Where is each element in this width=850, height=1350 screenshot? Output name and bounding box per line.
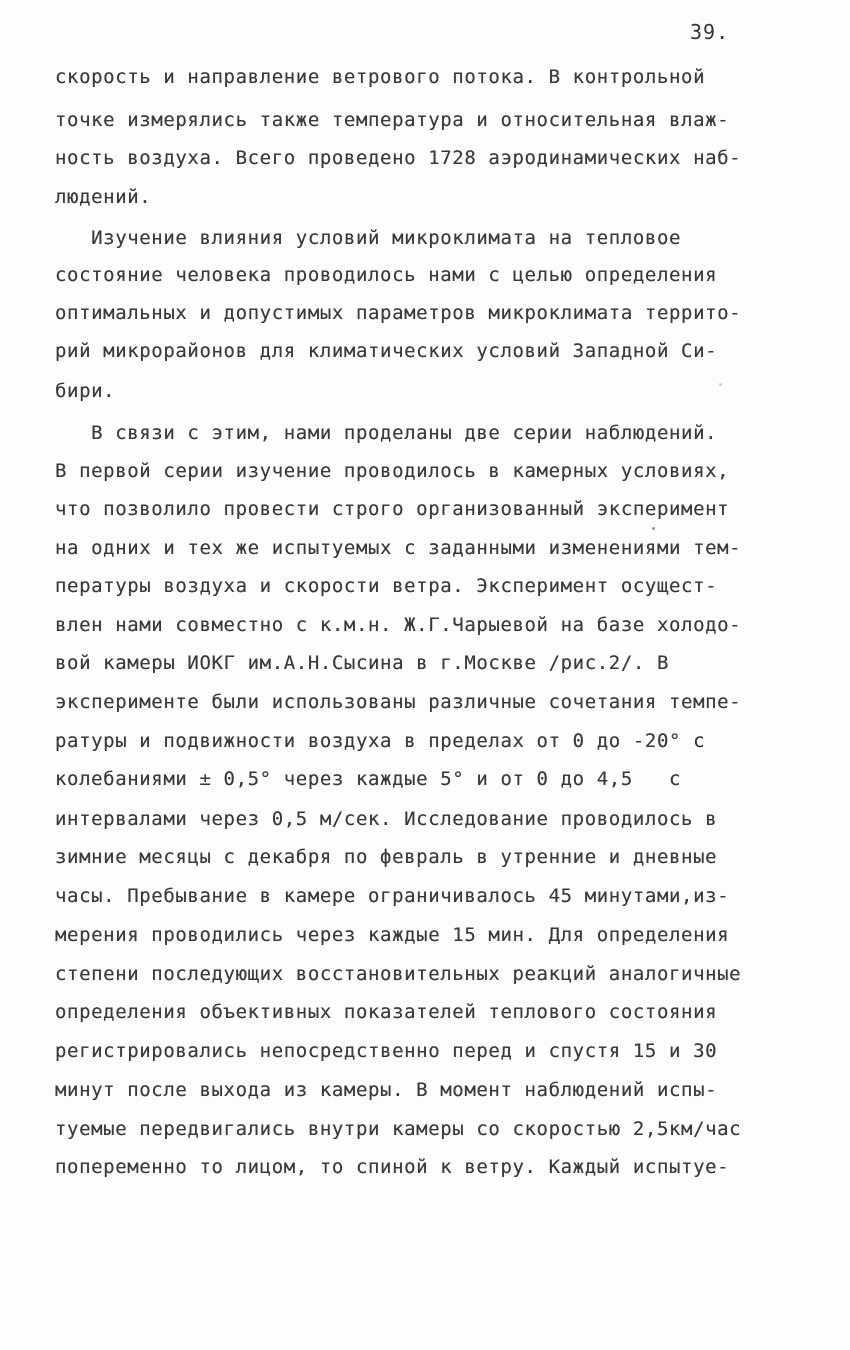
text-line: ратуры и подвижности воздуха в пределах от 0 до -20° с [55,730,706,752]
text-line: мерения проводились через каждые 15 мин. Для определения [55,924,730,946]
text-line: состояние человека проводилось нами с целью определения [55,264,718,286]
text-line: Изучение влияния условий микроклимата на тепловое [55,227,682,249]
text-line: определения объективных показателей теплового состояния [55,1001,718,1023]
text-line: бири. [55,380,116,402]
text-line: ность воздуха. Всего проведено 1728 аэродинамических наб- [55,147,742,169]
text-line: В первой серии изучение проводилось в камерных условиях, [55,460,730,482]
text-line: пературы воздуха и скорости ветра. Эксперимент осущест- [55,575,718,597]
text-line: что позволило провести строго организованный эксперимент [55,498,730,520]
text-line: степени последующих восстановительных реакций аналогичные [55,963,742,985]
text-line: вой камеры ИОКГ им.А.Н.Сысина в г.Москве /рис.2/. В [55,652,669,674]
text-line: точке измерялись также температура и относительная влаж- [55,109,730,131]
text-line: эксперименте были использованы различные сочетания темпе- [55,691,742,713]
text-line: рий микрорайонов для климатических условий Западной Си- [55,340,718,362]
text-line: скорость и направление ветрового потока. В контрольной [55,66,706,88]
scan-speck [652,527,655,530]
page-number: 39. [690,20,730,44]
text-line: В связи с этим, нами проделаны две серии наблюдений. [55,422,718,444]
text-line: на одних и тех же испытуемых с заданными изменениями тем- [55,537,742,559]
text-line: интервалами через 0,5 м/сек. Исследование проводилось в [55,808,718,830]
text-line: часы. Пребывание в камере ограничивалось 45 минутами,из- [55,885,730,907]
text-line: оптимальных и допустимых параметров микроклимата террито- [55,302,742,324]
text-line: попеременно то лицом, то спиной к ветру. Каждый испытуе- [55,1156,730,1178]
text-line: людений. [55,186,152,208]
text-line: влен нами совместно с к.м.н. Ж.Г.Чарыевой на базе холодо- [55,614,742,636]
text-line: зимние месяцы с декабря по февраль в утренние и дневные [55,846,718,868]
text-line: колебаниями ± 0,5° через каждые 5° и от 0 до 4,5 с [55,768,682,790]
text-line: минут после выхода из камеры. В момент наблюдений испы- [55,1079,718,1101]
scan-speck [719,383,722,386]
text-line: регистрировались непосредственно перед и спустя 15 и 30 [55,1040,718,1062]
text-line: туемые передвигались внутри камеры со скоростью 2,5км/час [55,1118,742,1140]
